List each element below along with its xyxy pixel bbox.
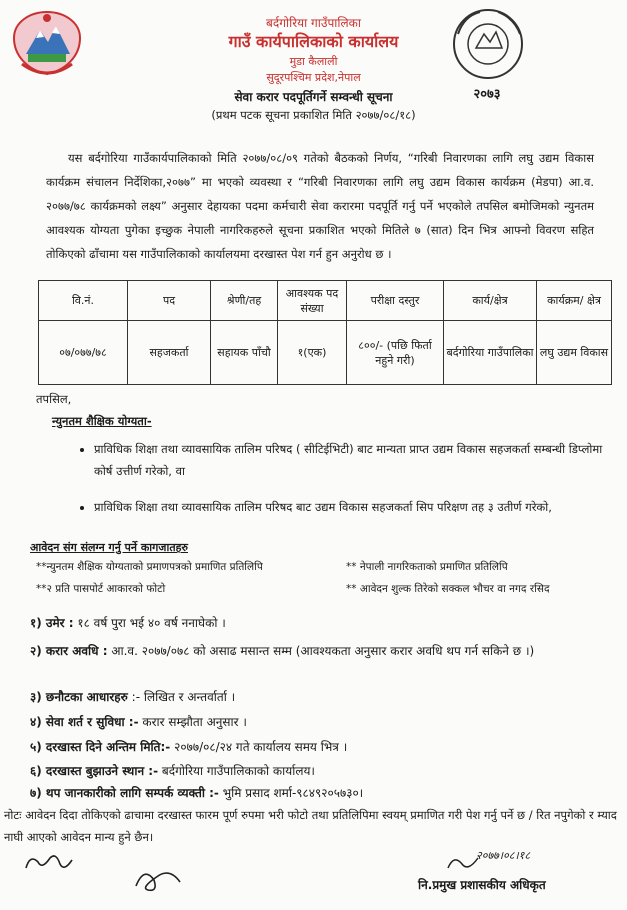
table-cell: १(एक) [278,321,347,385]
table-cell: सहजकर्ता [128,321,211,385]
table-cell: ०७/०७७/७८ [39,321,128,385]
condition-label: ७) थप जानकारीको लागि सम्पर्क व्यक्ती :- [30,786,219,800]
table-row [39,321,612,385]
condition-label: ३) छनौटका आधारहरु [30,690,128,704]
signatory-title: नि.प्रमुख प्रशासकीय अधिकृत [418,878,546,892]
list-item: • प्राविधिक शिक्षा तथा व्यावसायिक तालिम परिषद ( सीटिईभिटी) बाट मान्यता प्राप्त उद्यम विकास सहजकर्ता सम्बन्धी डिप्लोमा कोर्ष उत्तीर्ण गरेको, वा [94,438,614,482]
list-item: • प्राविधिक शिक्षा तथा व्यावसायिक तालिम परिषद बाट उद्यम विकास सहजकर्ता सिप परिक्षण तह ३ उतीर्ण गरेको, [94,496,614,518]
condition-text: आ.व. २०७७/०७८ को असाढ मसान्त सम्म (आवश्यकता अनुसार करार अवधि थप गर्न सकिने छ ।) [107,644,535,658]
table-header-cell: आवश्यक पद संख्या [278,281,347,321]
condition-label: ५) दरखास्त दिने अन्तिम मिति:- [30,740,171,754]
qualification-heading: न्युनतम शैक्षिक योग्यता- [52,414,152,428]
documents-heading: आवेदन संग संलग्न गर्नु पर्ने कागजातहरु [30,541,189,554]
condition-label: १) उमेर : [30,616,74,630]
intro-paragraph: यस बर्दगोरिया गाउँकार्यपालिकाको मिति २०७७/०८/०९ गतेको बैठकको निर्णय, “गरिबी निवारणका लागि लघु उद्यम विकास कार्यक्रम संचालन निर्देशिका,२०७७” मा भएको व्यवस्था र “गरिबी निवारणका लागि लघु उद्यम विकास कार्यक्रम (मेडपा) आ.व. २०७७/७८ कार्यक्रमको लक्ष्य” अनुसार देहायका पदमा कर्मचारी सेवा करारमा पदपूर्ति गर्नु पर्ने भएकोले तपसिल बमोजिमको न्युनतम आवश्यक योग्यता पुगेका इच्छुक नेपाली नागरिकहरुले सूचना प्रकाशित भएको मितिले ७ (सात) दिन भित्र आफ्नो विवरण सहित तोकिएको ढाँचामा यस गाउँपालिकाको कार्यालयमा दरखास्त पेश गर्न हुन अनुरोध छ । [46,151,594,261]
table-header-cell: कार्यक्रम/ क्षेत्र [537,281,612,321]
handwritten-signature-left [20,848,80,878]
table-cell: लघु उद्यम विकास [537,321,612,385]
office-name: गाउँ कार्यपालिकाको कार्यालय [228,32,399,51]
table-header-cell: कार्य/क्षेत्र [444,281,537,321]
document-item: ** आवेदन शुल्क तिरेको सक्कल भौचर वा नगद रसिद [346,583,550,595]
condition-text: १८ वर्ष पुरा भई ४० वर्ष ननाघेको । [73,616,226,630]
condition-contact-person [30,784,610,801]
table-header-cell: श्रेणी/तह [211,281,278,321]
municipality-name: बर्दगोरिया गाउँपालिका [266,16,361,30]
qualification-list [76,438,614,532]
handwritten-signature-right [444,852,484,874]
condition-text: २०७७/०८/२४ गते कार्यालय समय भित्र । [170,740,348,754]
condition-selection-basis [30,688,610,705]
condition-label: ४) सेवा शर्त र सुविधा :- [30,715,139,729]
note-text: नोटः आवेदन दिदा तोकिएको ढाचामा दरखास्त फारम पूर्ण रुपमा भरी फोटो तथा प्रतिलिपिमा स्वयम् प्रमाणित गरी पेश गर्नु पर्ने छ / रित नपुगेको र म्याद नाघी आएको आवेदन मान्य हुने छैन। [4,808,617,844]
handwritten-date: २०७७।०८।१८ [476,849,531,862]
province-name: सुदूरपश्चिम प्रदेश,नेपाल [266,71,361,84]
publish-date-note: (प्रथम पटक सूचना प्रकाशित मिति २०७७/०८/१८) [211,108,416,122]
table-cell: बर्दगोरिया गाउँपालिका [444,321,537,385]
condition-text: :- लिखित र अन्तर्वार्ता । [127,690,236,704]
condition-text: करार सम्झौता अनुसार । [138,715,247,729]
table-header-cell: वि.नं. [39,281,128,321]
vacancy-table [38,280,612,385]
table-cell: सहायक पाँचौ [211,321,278,385]
tapasil-label: तपसिल, [36,392,72,406]
condition-label: २) करार अवधि : [30,644,108,658]
seal-year: २०७३ [473,87,501,102]
condition-submission-place [30,762,610,779]
condition-text: भुमि प्रसाद शर्मा-९८४९२०५७३०। [218,786,364,800]
document-item: **२ प्रति पासपोर्ट आकारको फोटो [36,583,166,595]
notice-title: सेवा करार पदपूर्तिगर्ने सम्वन्धी सूचना [234,90,393,104]
document-item: ** नेपाली नागरिकताको प्रमाणित प्रतिलिपि [346,561,508,573]
table-header-row [39,281,612,321]
condition-service-terms [30,713,610,730]
condition-contract-period [30,640,610,662]
condition-text: बर्दगोरिया गाउँपालिकाको कार्यालय। [158,764,315,778]
condition-label: ६) दरखास्त बुझाउने स्थान :- [30,764,159,778]
condition-deadline [30,738,610,755]
table-header-cell: परीक्षा दस्तुर [347,281,444,321]
condition-age [30,614,610,631]
document-item: **न्युनतम शैक्षिक योग्यताको प्रमाणपत्रको प्रमाणित प्रतिलिपि [36,561,263,573]
district-name: मुडा कैलाली [289,55,338,68]
table-cell: ८००/- (पछि फिर्ता नहुने गरी) [347,321,444,385]
table-header-cell: पद [128,281,211,321]
handwritten-signature-middle [128,862,188,898]
